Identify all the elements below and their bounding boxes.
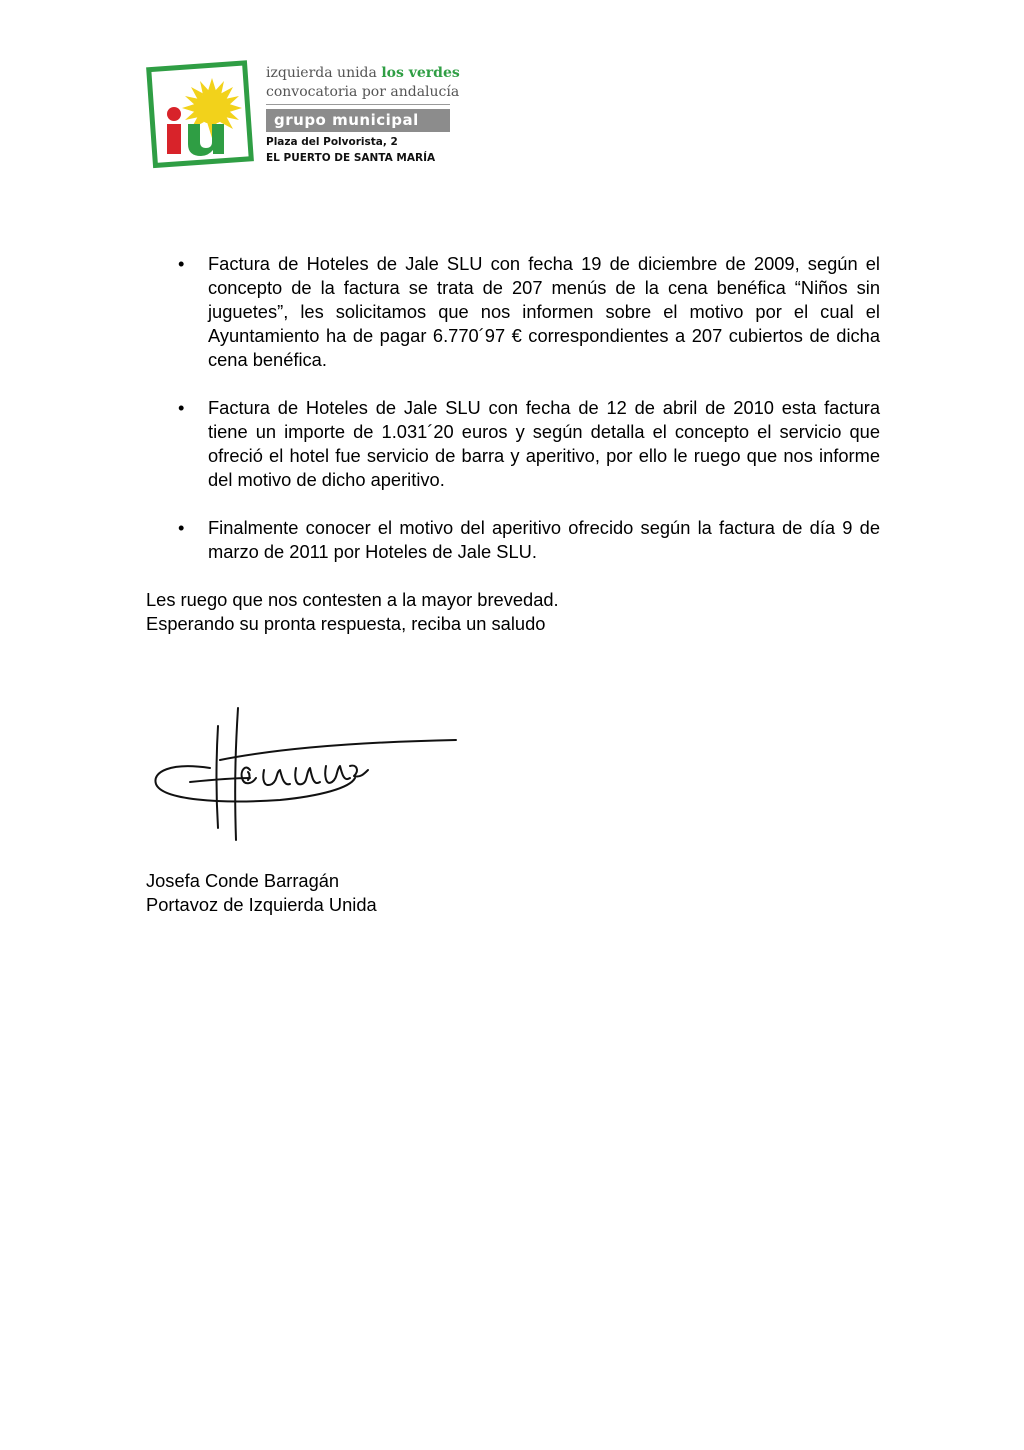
list-item bbox=[146, 516, 880, 564]
closing-line-2: Esperando su pronta respuesta, reciba un saludo bbox=[146, 613, 546, 634]
bullet-list bbox=[146, 252, 880, 564]
bullet-icon: • bbox=[178, 517, 185, 538]
bullet-icon: • bbox=[178, 397, 185, 418]
list-item-text: Finalmente conocer el motivo del aperitivo ofrecido según la factura de día 9 de marzo de 2011 por Hoteles de Jale SLU. bbox=[208, 517, 880, 562]
org-name-line bbox=[266, 65, 460, 83]
group-name-band: grupo municipal bbox=[266, 109, 450, 132]
address-line: Plaza del Polvorista, 2 bbox=[266, 136, 398, 148]
bullet-icon: • bbox=[178, 253, 185, 274]
signatory-role: Portavoz de Izquierda Unida bbox=[146, 894, 377, 915]
org-name: izquierda unida bbox=[266, 65, 382, 81]
signature-drawing bbox=[150, 700, 470, 850]
letterhead-divider bbox=[266, 104, 450, 105]
letterhead-text bbox=[266, 65, 460, 167]
org-subtitle: convocatoria por andalucía bbox=[266, 84, 460, 100]
list-item-text: Factura de Hoteles de Jale SLU con fecha de 12 de abril de 2010 esta factura tiene un importe de 1.031´20 euros y según detalla el concepto el servicio que ofreció el hotel fue servicio de barra y aperitivo, por ello le ruego que nos informe del motivo de dicho aperitivo. bbox=[208, 397, 880, 490]
signatory-name: Josefa Conde Barragán bbox=[146, 870, 340, 891]
city-line: EL PUERTO DE SANTA MARÍA bbox=[266, 152, 436, 164]
letter-body bbox=[146, 252, 880, 636]
letterhead bbox=[144, 58, 464, 173]
closing-line-1: Les ruego que nos contesten a la mayor brevedad. bbox=[146, 589, 559, 610]
iu-logo-graphic bbox=[144, 58, 262, 170]
org-name-accent: los verdes bbox=[381, 65, 460, 81]
list-item-text: Factura de Hoteles de Jale SLU con fecha 19 de diciembre de 2009, según el concepto de la factura se trata de 207 menús de la cena benéfica “Niños sin juguetes”, les solicitamos que nos informen sobre el motivo por el cual el Ayuntamiento ha de pagar 6.770´97 € correspondientes a 207 cubiertos de dicha cena benéfica. bbox=[208, 253, 880, 370]
iu-logo bbox=[144, 58, 262, 170]
list-item bbox=[146, 252, 880, 372]
signature bbox=[150, 700, 470, 850]
list-item bbox=[146, 396, 880, 492]
signoff bbox=[146, 869, 377, 917]
closing bbox=[146, 588, 880, 636]
